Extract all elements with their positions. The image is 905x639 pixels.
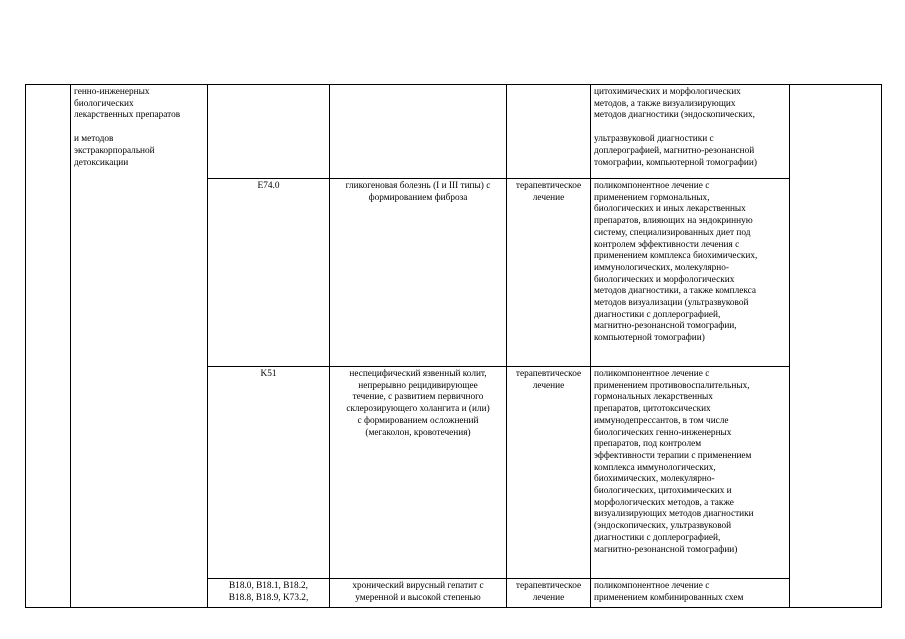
medical-care-table (25, 84, 882, 608)
method-cell (71, 85, 208, 608)
treatment-cell (591, 85, 790, 179)
diagnosis-line: течение, с развитием первичного (352, 392, 484, 403)
treatment-line: методов, а также визуализирующих (594, 98, 736, 109)
treatment-line: диагностики с доплерографией, (594, 532, 721, 543)
treatment-line: методов визуализации (ультразвуковой (594, 298, 749, 309)
treatment-line: томографии, компьютерной томографии) (594, 157, 757, 168)
treatment-line: методов диагностики, а также комплекса (594, 286, 757, 297)
method-line: генно-инженерных (74, 87, 150, 97)
treatment-type-line: терапевтическое (515, 581, 582, 591)
treatment-line: биохимических, молекулярно- (594, 474, 715, 485)
treatment-type-line: лечение (532, 592, 565, 603)
method-line: биологических (74, 98, 134, 109)
diagnosis-line: хронический вирусный гепатит с (352, 581, 484, 591)
treatment-line: компьютерной томографии) (594, 333, 705, 344)
method-line: и методов (74, 134, 114, 145)
treatment-line: применением комплекса биохимических, (594, 251, 758, 262)
treatment-line: ультразвуковой диагностики с (594, 134, 714, 145)
treatment-line: гормональных лекарственных (594, 392, 713, 403)
treatment-line: препаратов, цитотоксических (594, 404, 711, 415)
number-cell (26, 85, 71, 608)
method-gap (74, 122, 204, 134)
treatment-cell (591, 367, 790, 579)
code-cell (208, 179, 330, 367)
treatment-line: иммунодепрессантов, в том числе (594, 415, 729, 426)
treatment-cell (591, 179, 790, 367)
treatment-type-line: терапевтическое (515, 369, 582, 379)
treatment-line: применением гормональных, (594, 192, 710, 203)
treatment-line: биологических и морфологических (594, 274, 735, 285)
treatment-line: морфологических методов, а также (594, 497, 734, 508)
diagnosis-cell (330, 179, 507, 367)
treatment-line: контролем эффективности лечения с (594, 239, 740, 250)
treatment-line: (эндоскопических, ультразвуковой (594, 521, 732, 532)
treatment-line: доплерографией, магнитно-резонансной (594, 145, 755, 156)
treatment-line: цитохимических и морфологических (594, 87, 741, 97)
tariff-cell (790, 85, 882, 608)
treatment-line: магнитно-резонансной томографии, (594, 321, 737, 332)
treatment-type-line: терапевтическое (515, 181, 582, 191)
method-line: экстракорпоральной (74, 145, 155, 156)
diagnosis-line: непрерывно рецидивирующее (358, 380, 478, 391)
diagnosis-line: формированием фиброза (368, 192, 468, 203)
diagnosis-line: склерозирующего холангита и (или) (346, 404, 490, 415)
treatment-line: биологических и иных лекарственных (594, 204, 746, 215)
treatment-gap (594, 122, 786, 134)
treatment-type-cell (507, 367, 591, 579)
diagnosis-cell (330, 367, 507, 579)
code-line: B18.0, B18.1, B18.2, (228, 581, 309, 591)
treatment-line: эффективности терапии с применением (594, 450, 752, 461)
diagnosis-cell (330, 579, 507, 608)
code-cell (208, 85, 330, 179)
diagnosis-cell (330, 85, 507, 179)
table-row-continuation (26, 85, 882, 179)
treatment-line: препаратов, под контролем (594, 439, 702, 450)
diagnosis-line: (мегаколон, кровотечения) (365, 427, 471, 438)
treatment-cell (591, 579, 790, 608)
treatment-line: визуализирующих методов диагностики (594, 509, 754, 520)
method-line: детоксикации (74, 157, 129, 168)
diagnosis-line: гликогеновая болезнь (I и III типы) с (345, 181, 491, 191)
treatment-line: препаратов, влияющих на эндокринную (594, 216, 753, 227)
treatment-line: поликомпонентное лечение с (594, 181, 710, 191)
treatment-line: иммунологических, молекулярно- (594, 262, 729, 273)
treatment-line: комплекса иммунологических, (594, 462, 716, 473)
treatment-type-cell (507, 579, 591, 608)
code-cell (208, 579, 330, 608)
diagnosis-line: умеренной и высокой степенью (355, 592, 481, 603)
code-text: E74.0 (257, 181, 280, 191)
treatment-type-cell (507, 179, 591, 367)
treatment-line: магнитно-резонансной томографии) (594, 544, 738, 555)
treatment-line: поликомпонентное лечение с (594, 581, 710, 591)
method-line: лекарственных препаратов (74, 110, 181, 121)
treatment-line: применением противовоспалительных, (594, 380, 750, 391)
treatment-line: применением комбинированных схем (594, 592, 744, 603)
treatment-line: систему, специализированных диет под (594, 227, 751, 238)
code-cell (208, 367, 330, 579)
code-line: B18.8, B18.9, K73.2, (228, 592, 309, 603)
treatment-line: биологических, цитохимических и (594, 486, 732, 497)
treatment-line: поликомпонентное лечение с (594, 369, 710, 379)
treatment-type-line: лечение (532, 380, 565, 391)
treatment-line: биологических генно-инженерных (594, 427, 732, 438)
treatment-line: методов диагностики (эндоскопических, (594, 110, 755, 121)
diagnosis-line: с формированием осложнений (357, 415, 479, 426)
code-text: K51 (260, 369, 277, 379)
treatment-type-line: лечение (532, 192, 565, 203)
treatment-line: диагностики с доплерографией, (594, 309, 721, 320)
treatment-type-cell (507, 85, 591, 179)
diagnosis-line: неспецифический язвенный колит, (349, 369, 487, 379)
